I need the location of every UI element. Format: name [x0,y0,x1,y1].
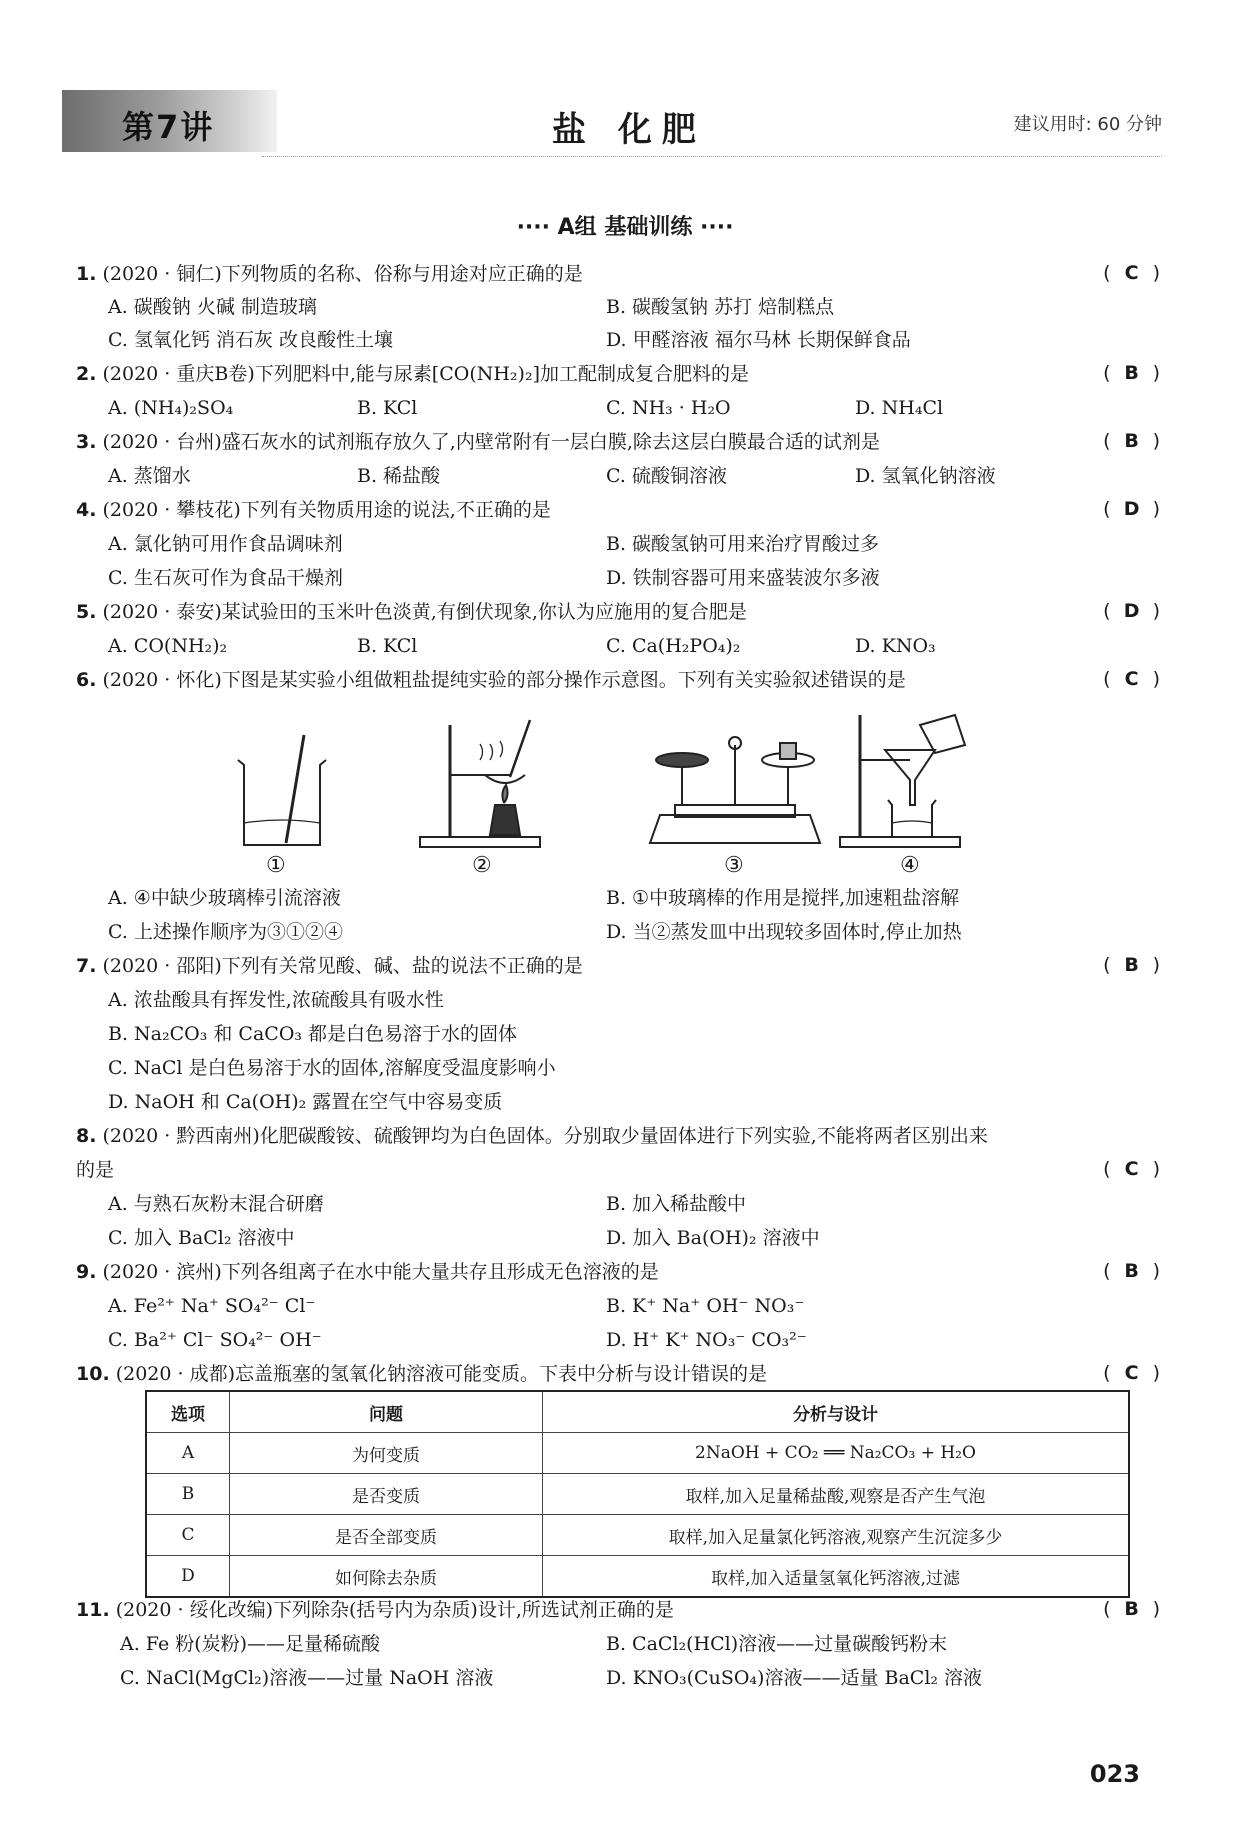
page-title: 盐 化肥 [552,110,706,150]
table-cell: 为何变质 [230,1433,543,1474]
answer-7: ( B ) [1103,954,1160,976]
table-cell: C [146,1515,230,1556]
question-1: 1. (2020 · 铜仁)下列物质的名称、俗称与用途对应正确的是 [76,263,583,285]
option: D. 甲醛溶液 福尔马林 长期保鲜食品 [606,329,911,351]
option: A. CO(NH₂)₂ [108,635,228,657]
option: C. 硫酸铜溶液 [606,465,727,487]
option: A. 浓盐酸具有挥发性,浓硫酸具有吸水性 [108,989,444,1011]
option: D. NaOH 和 Ca(OH)₂ 露置在空气中容易变质 [108,1091,503,1113]
group-title: ···· A组 基础训练 ···· [516,215,734,240]
table-cell: D [146,1556,230,1598]
table-header: 问题 [230,1391,543,1433]
table-row [146,1433,1129,1474]
table-cell: A [146,1433,230,1474]
figure-label: ③ [724,853,744,878]
figure-label: ④ [900,853,920,878]
analysis-table [145,1390,1130,1598]
question-4: 4. (2020 · 攀枝花)下列有关物质用途的说法,不正确的是 [76,499,551,521]
answer-8: ( C ) [1103,1158,1160,1180]
table-row [146,1474,1129,1515]
option: B. 碳酸氢钠可用来治疗胃酸过多 [606,533,880,555]
lesson-label: 第7讲 [122,108,215,146]
option: A. (NH₄)₂SO₄ [108,397,234,419]
option: C. NaCl 是白色易溶于水的固体,溶解度受温度影响小 [108,1057,556,1079]
option: B. K⁺ Na⁺ OH⁻ NO₃⁻ [606,1295,805,1317]
option: C. 生石灰可作为食品干燥剂 [108,567,343,589]
answer-11: ( B ) [1103,1598,1160,1620]
table-cell: 取样,加入适量氢氧化钙溶液,过滤 [543,1556,1130,1598]
option: B. 稀盐酸 [357,465,441,487]
table-row [146,1515,1129,1556]
option: D. 铁制容器可用来盛装波尔多液 [606,567,880,589]
question-11: 11. (2020 · 绥化改编)下列除杂(括号内为杂质)设计,所选试剂正确的是 [76,1599,674,1621]
option: D. KNO₃(CuSO₄)溶液——适量 BaCl₂ 溶液 [606,1667,983,1689]
answer-5: ( D ) [1103,600,1160,622]
question-7: 7. (2020 · 邵阳)下列有关常见酸、碱、盐的说法不正确的是 [76,955,583,977]
table-row [146,1556,1129,1598]
option: B. 加入稀盐酸中 [606,1193,747,1215]
option: D. H⁺ K⁺ NO₃⁻ CO₃²⁻ [606,1329,807,1351]
table-header-row [146,1391,1129,1433]
question-8-continued: 的是 [76,1159,115,1181]
table-cell: 2NaOH + CO₂ ══ Na₂CO₃ + H₂O [543,1433,1130,1474]
experiment-figures [220,705,1020,878]
question-5: 5. (2020 · 泰安)某试验田的玉米叶色淡黄,有倒伏现象,你认为应施用的复合肥是 [76,601,747,623]
table-cell: 是否变质 [230,1474,543,1515]
table-header: 分析与设计 [543,1391,1130,1433]
page-number: 023 [1089,1760,1140,1788]
option: C. 加入 BaCl₂ 溶液中 [108,1227,295,1249]
option: A. 氯化钠可用作食品调味剂 [108,533,343,555]
header-divider [262,156,1162,157]
option: A. 与熟石灰粉末混合研磨 [108,1193,324,1215]
question-9: 9. (2020 · 滨州)下列各组离子在水中能大量共存且形成无色溶液的是 [76,1261,659,1283]
option: C. 上述操作顺序为③①②④ [108,921,343,943]
option: B. Na₂CO₃ 和 CaCO₃ 都是白色易溶于水的固体 [108,1023,518,1045]
option: D. KNO₃ [855,635,936,657]
option: A. 蒸馏水 [108,465,191,487]
figure-label: ① [266,853,286,878]
option: B. KCl [357,635,418,657]
answer-1: ( C ) [1103,262,1160,284]
option: A. ④中缺少玻璃棒引流溶液 [108,887,341,909]
table-cell: 取样,加入足量稀盐酸,观察是否产生气泡 [543,1474,1130,1515]
lab-apparatus-illustrations [220,705,1020,850]
table-cell: 是否全部变质 [230,1515,543,1556]
option: C. NH₃ · H₂O [606,397,731,419]
option: C. Ca(H₂PO₄)₂ [606,635,741,657]
question-2: 2. (2020 · 重庆B卷)下列肥料中,能与尿素[CO(NH₂)₂]加工配制成复合肥料的是 [76,363,749,385]
option: C. NaCl(MgCl₂)溶液——过量 NaOH 溶液 [120,1667,494,1689]
option: C. 氢氧化钙 消石灰 改良酸性土壤 [108,329,394,351]
option: B. 碳酸氢钠 苏打 焙制糕点 [606,296,835,318]
option: C. Ba²⁺ Cl⁻ SO₄²⁻ OH⁻ [108,1329,322,1351]
figure-label: ② [472,853,492,878]
answer-3: ( B ) [1103,430,1160,452]
option: A. Fe 粉(炭粉)——足量稀硫酸 [120,1633,381,1655]
option: D. 氢氧化钠溶液 [855,465,996,487]
table-cell: 如何除去杂质 [230,1556,543,1598]
option: B. CaCl₂(HCl)溶液——过量碳酸钙粉末 [606,1633,948,1655]
suggested-time: 建议用时: 60 分钟 [1013,114,1162,135]
option: B. KCl [357,397,418,419]
question-3: 3. (2020 · 台州)盛石灰水的试剂瓶存放久了,内壁常附有一层白膜,除去这层白膜最合适的试剂是 [76,431,880,453]
option: A. 碳酸钠 火碱 制造玻璃 [108,296,317,318]
option: D. 加入 Ba(OH)₂ 溶液中 [606,1227,820,1249]
question-6: 6. (2020 · 怀化)下图是某实验小组做粗盐提纯实验的部分操作示意图。下列有关实验叙述错误的是 [76,669,906,691]
option: D. NH₄Cl [855,397,944,419]
answer-6: ( C ) [1103,668,1160,690]
table-cell: B [146,1474,230,1515]
answer-9: ( B ) [1103,1260,1160,1282]
answer-4: ( D ) [1103,498,1160,520]
option: D. 当②蒸发皿中出现较多固体时,停止加热 [606,921,962,943]
question-8: 8. (2020 · 黔西南州)化肥碳酸铵、硫酸钾均为白色固体。分别取少量固体进行下列实验,不能将两者区别出来 [76,1125,988,1147]
option: B. ①中玻璃棒的作用是搅拌,加速粗盐溶解 [606,887,960,909]
answer-10: ( C ) [1103,1362,1160,1384]
table-cell: 取样,加入足量氯化钙溶液,观察产生沉淀多少 [543,1515,1130,1556]
option: A. Fe²⁺ Na⁺ SO₄²⁻ Cl⁻ [108,1295,316,1317]
question-10: 10. (2020 · 成都)忘盖瓶塞的氢氧化钠溶液可能变质。下表中分析与设计错误的是 [76,1363,768,1385]
page-header [62,90,1162,160]
table-header: 选项 [146,1391,230,1433]
answer-2: ( B ) [1103,362,1160,384]
